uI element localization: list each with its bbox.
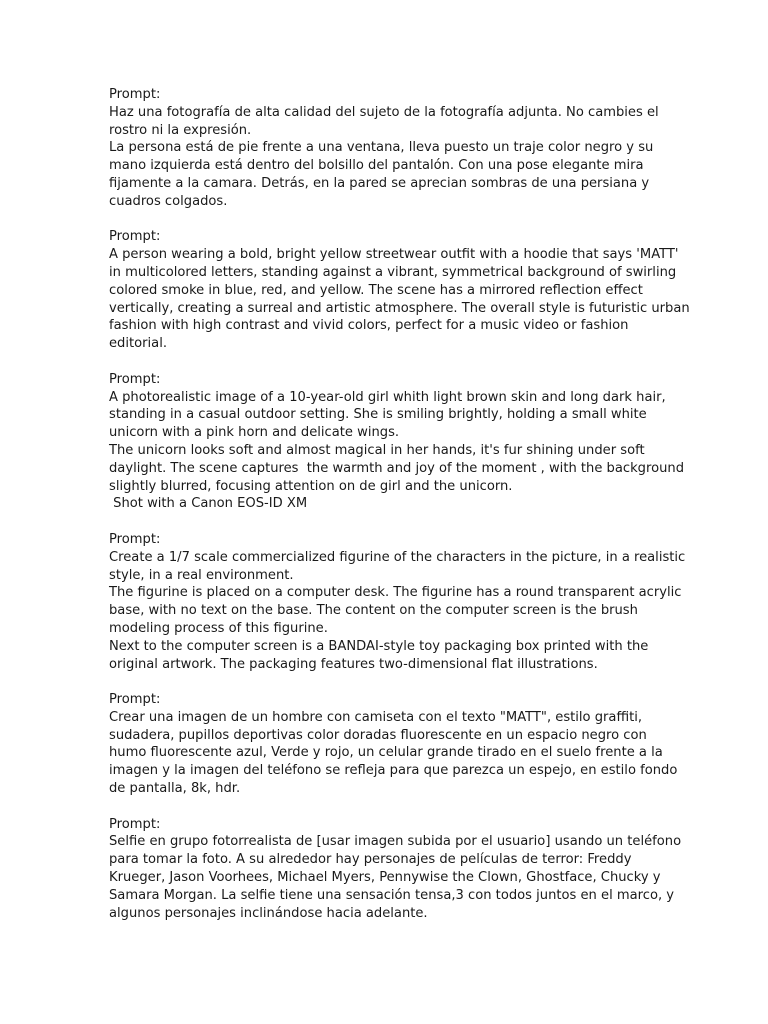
prompt-text-line: cuadros colgados. (109, 193, 228, 209)
prompt-block (109, 371, 685, 513)
prompt-text-line: The unicorn looks soft and almost magical in her hands, it's fur shining under soft (109, 442, 645, 458)
prompt-text-line: sudadera, pupillos deportivas color doradas fluorescente en un espacio negro con (109, 727, 647, 743)
prompt-block (109, 816, 682, 923)
prompt-text-line: A photorealistic image of a 10-year-old girl whith light brown skin and long dark hair, (109, 389, 666, 405)
prompt-text-line: para tomar la foto. A su alrededor hay personajes de películas de terror: Freddy (109, 852, 632, 868)
prompt-text-line: in multicolored letters, standing against a vibrant, symmetrical background of swirling (109, 264, 677, 280)
prompt-block (109, 228, 690, 353)
prompt-block (109, 86, 669, 211)
prompt-text-line: Selfie en grupo fotorrealista de [usar imagen subida por el usuario] usando un teléfono (109, 834, 682, 850)
prompt-text-line: vertically, creating a surreal and artistic atmosphere. The overall style is futuristic urban (109, 300, 690, 316)
prompt-text-line: Samara Morgan. La selfie tiene una sensación tensa,3 con todos juntos en el marco, y (109, 887, 675, 903)
prompt-heading: Prompt: (109, 531, 161, 547)
prompt-text-line: Create a 1/7 scale commercialized figurine of the characters in the picture, in a realistic (109, 549, 686, 565)
prompt-text-line: Next to the computer screen is a BANDAI-style toy packaging box printed with the (109, 638, 649, 654)
prompt-heading: Prompt: (109, 87, 161, 102)
prompt-heading: Prompt: (109, 229, 161, 245)
prompt-text-line: colored smoke in blue, red, and yellow. The scene has a mirrored reflection effect (109, 282, 643, 298)
prompt-text-line: standing in a casual outdoor setting. She is smiling brightly, holding a small white (109, 407, 647, 423)
prompt-text-line: The figurine is placed on a computer desk. The figurine has a round transparent acrylic (109, 585, 682, 601)
prompt-block (109, 531, 686, 673)
prompt-text-line: Crear una imagen de un hombre con camiseta con el texto "MATT", estilo graffiti, (109, 709, 643, 725)
prompt-text-line: fashion with high contrast and vivid colors, perfect for a music video or fashion (109, 318, 629, 334)
prompt-text-line: daylight. The scene captures the warmth and joy of the moment , with the background (109, 460, 685, 476)
prompt-text-line: style, in a real environment. (109, 567, 294, 583)
prompt-heading: Prompt: (109, 371, 161, 387)
prompt-text-line: Haz una fotografía de alta calidad del sujeto de la fotografía adjunta. No cambies el (109, 104, 659, 120)
prompt-text-line: humo fluorescente azul, Verde y rojo, un celular grande tirado en el suelo frente a la (109, 745, 663, 761)
prompt-heading: Prompt: (109, 816, 161, 832)
prompt-text-line: fijamente a la camara. Detrás, en la pared se aprecian sombras de una persiana y (109, 175, 650, 191)
prompt-text-line: rostro ni la expresión. (109, 122, 252, 138)
prompt-text-line: de pantalla, 8k, hdr. (109, 781, 241, 797)
prompt-text-line: La persona está de pie frente a una ventana, lleva puesto un traje color negro y su (109, 140, 654, 156)
prompt-text-line: base, with no text on the base. The content on the computer screen is the brush (109, 603, 638, 619)
document-page (109, 86, 690, 940)
prompt-text-line: Shot with a Canon EOS-ID XM (109, 496, 308, 512)
prompt-text-line: unicorn with a pink horn and delicate wings. (109, 425, 400, 441)
prompt-text-line: mano izquierda está dentro del bolsillo del pantalón. Con una pose elegante mira (109, 158, 644, 174)
prompt-text-line: A person wearing a bold, bright yellow streetwear outfit with a hoodie that says 'MATT' (109, 247, 679, 263)
prompt-text-line: editorial. (109, 336, 167, 352)
prompt-text-line: modeling process of this figurine. (109, 620, 328, 636)
prompt-heading: Prompt: (109, 692, 161, 708)
prompt-block (109, 691, 678, 798)
prompt-text-line: original artwork. The packaging features two-dimensional flat illustrations. (109, 656, 598, 672)
prompt-text-line: algunos personajes inclinándose hacia adelante. (109, 905, 428, 921)
prompt-text-line: imagen y la imagen del teléfono se refleja para que parezca un espejo, en estilo fondo (109, 763, 678, 779)
prompt-text-line: Krueger, Jason Voorhees, Michael Myers, Pennywise the Clown, Ghostface, Chucky y (109, 870, 661, 886)
prompt-text-line: slightly blurred, focusing attention on de girl and the unicorn. (109, 478, 513, 494)
